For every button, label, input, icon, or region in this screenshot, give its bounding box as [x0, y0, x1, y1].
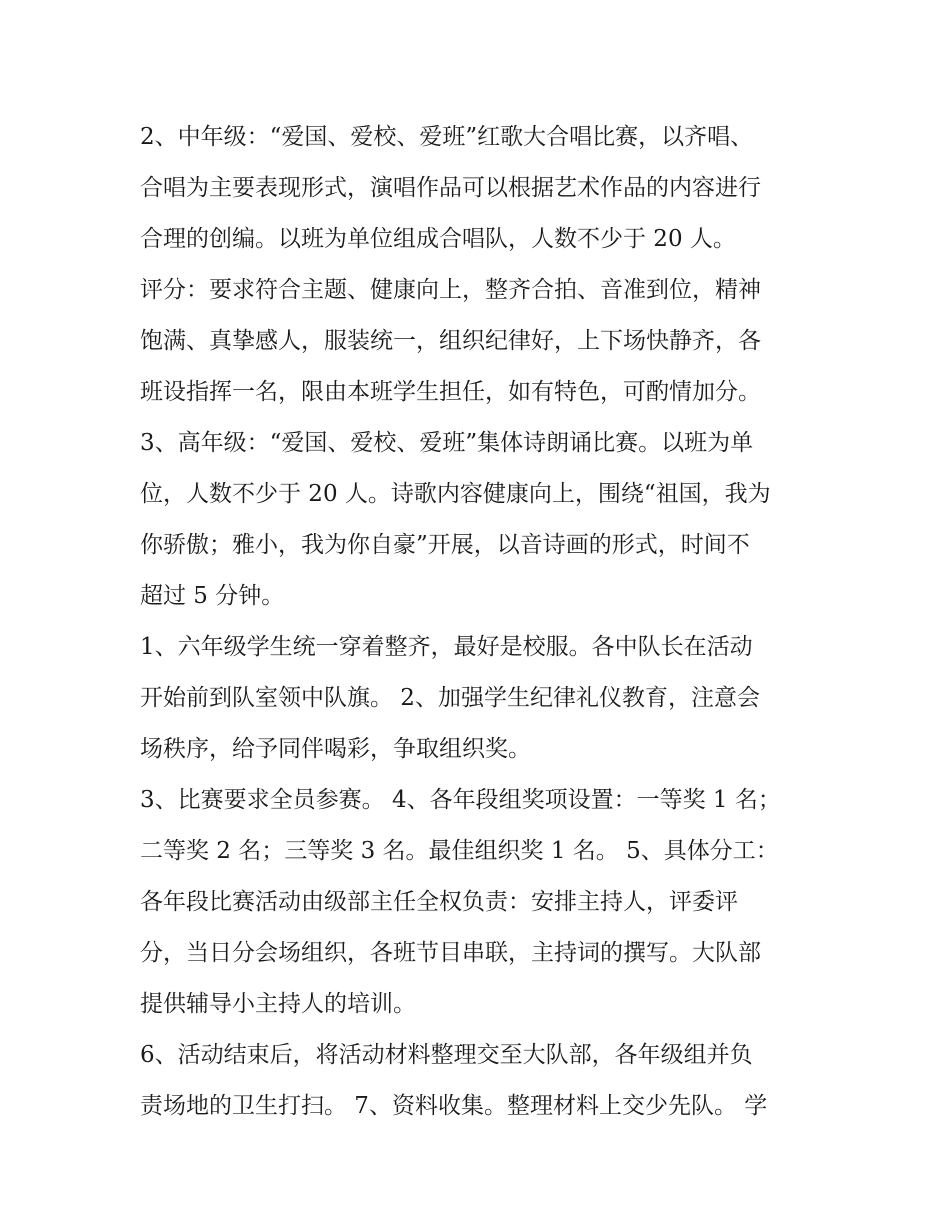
text-line: 责场地的卫生打扫。 7、资料收集。整理材料上交少先队。 学	[140, 1093, 768, 1119]
text-line: 你骄傲；雅小，我为你自豪”开展，以音诗画的形式，时间不	[140, 532, 750, 558]
text-line: 2、中年级：“爱国、爱校、爱班”红歌大合唱比赛，以齐唱、	[140, 124, 754, 150]
text-line: 超过 5 分钟。	[140, 583, 285, 609]
text-line: 各年段比赛活动由级部主任全权负责：安排主持人，评委评	[140, 889, 738, 915]
text-line: 场秩序，给予同伴喝彩，争取组织奖。	[140, 736, 531, 762]
text-line: 分，当日分会场组织，各班节目串联，主持词的撰写。大队部	[140, 940, 761, 966]
text-line: 提供辅导小主持人的培训。	[140, 991, 416, 1017]
text-line: 饱满、真挚感人，服装统一，组织纪律好，上下场快静齐，各	[140, 328, 761, 354]
text-line: 开始前到队室领中队旗。 2、加强学生纪律礼仪教育，注意会	[140, 685, 760, 711]
text-line: 班设指挥一名，限由本班学生担任，如有特色，可酌情加分。	[140, 379, 761, 405]
text-line: 评分：要求符合主题、健康向上，整齐合拍、音准到位，精神	[140, 277, 761, 303]
text-line: 二等奖 2 名；三等奖 3 名。最佳组织奖 1 名。 5、具体分工：	[140, 838, 779, 864]
text-line: 合唱为主要表现形式，演唱作品可以根据艺术作品的内容进行	[140, 175, 761, 201]
text-line: 3、高年级：“爱国、爱校、爱班”集体诗朗诵比赛。以班为单	[140, 430, 754, 456]
text-line: 1、六年级学生统一穿着整齐，最好是校服。各中队长在活动	[140, 634, 753, 660]
document-body	[140, 112, 820, 1132]
text-line: 位，人数不少于 20 人。诗歌内容健康向上，围绕“祖国，我为	[140, 481, 771, 507]
text-line: 合理的创编。以班为单位组成合唱队，人数不少于 20 人。	[140, 226, 736, 252]
text-line: 3、比赛要求全员参赛。 4、各年段组奖项设置：一等奖 1 名；	[140, 787, 781, 813]
text-line: 6、活动结束后，将活动材料整理交至大队部，各年级组并负	[140, 1042, 753, 1068]
